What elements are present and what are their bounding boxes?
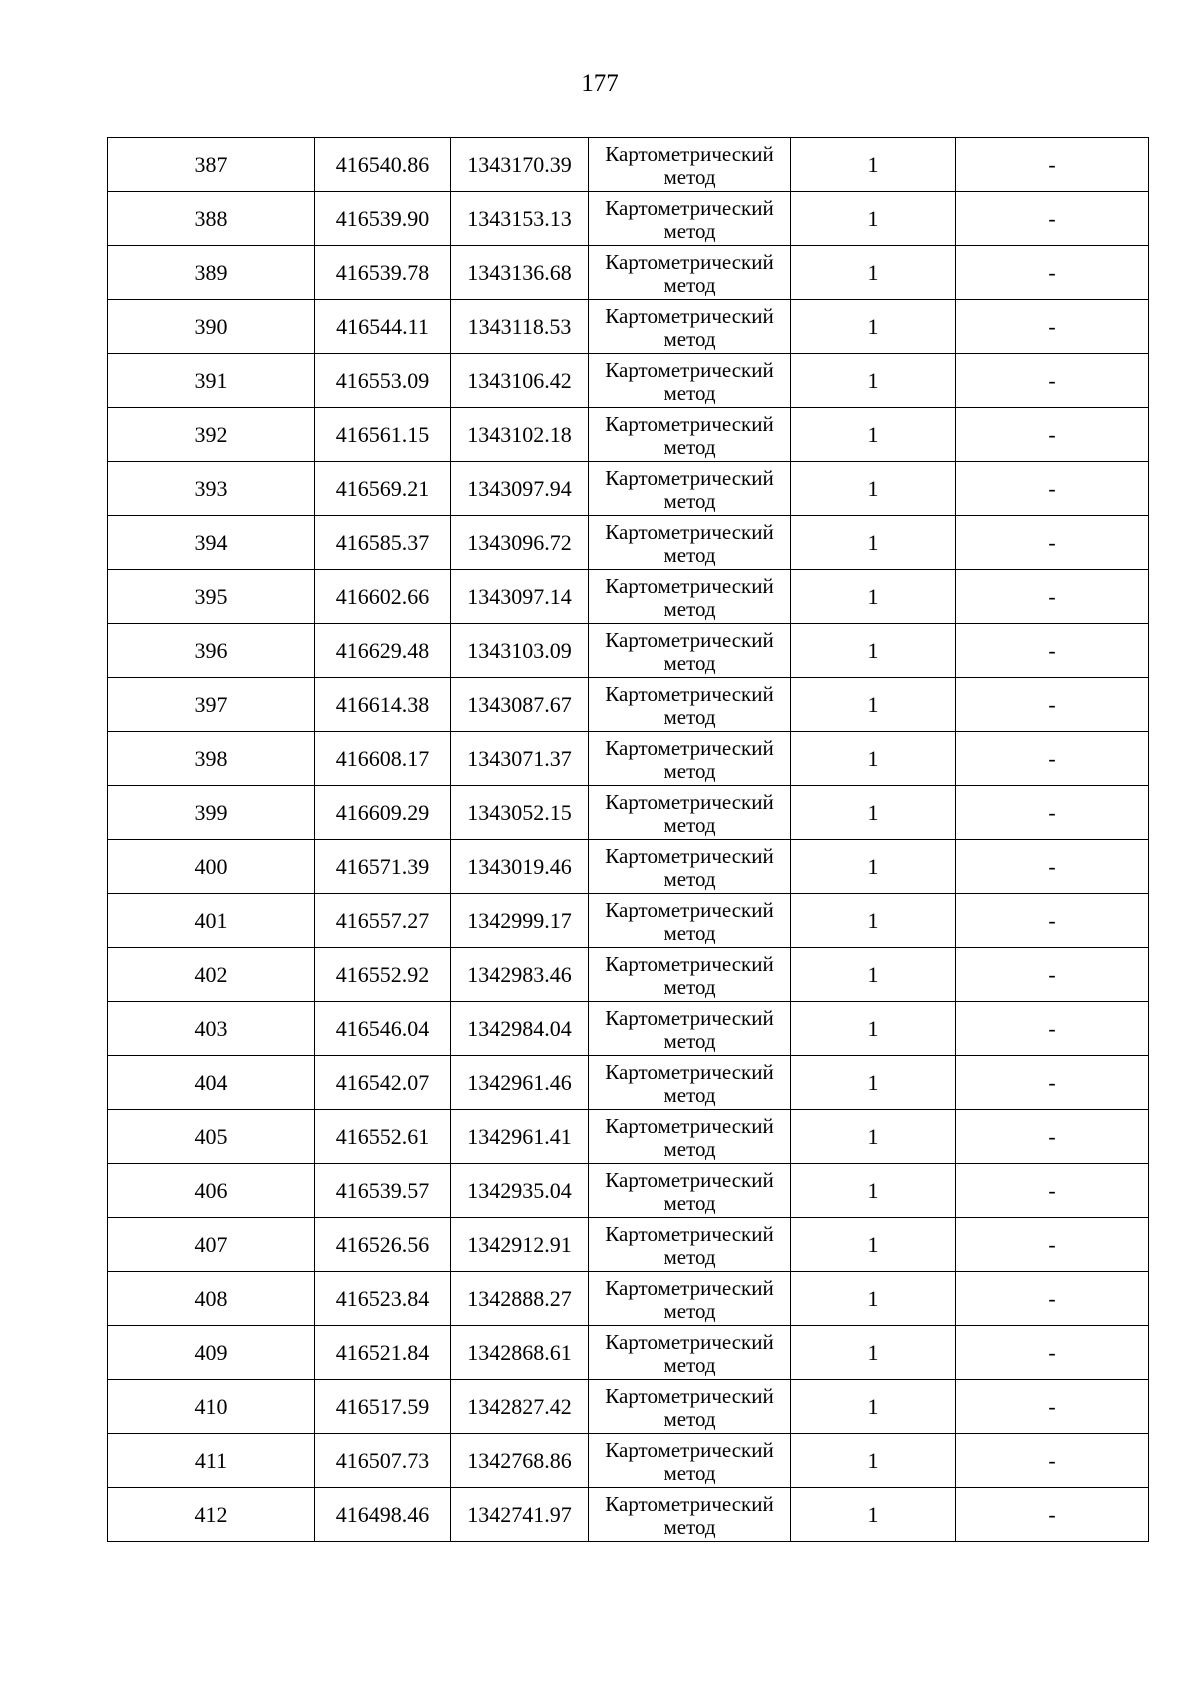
table-row <box>108 1218 1149 1272</box>
x-coordinate-cell: 416602.66 <box>315 570 451 624</box>
y-coordinate-cell: 1342961.41 <box>451 1110 589 1164</box>
method-text-line1: Картометрический <box>605 681 774 706</box>
accuracy-cell: 1 <box>791 840 956 894</box>
method-text-line2: метод <box>663 1514 716 1539</box>
accuracy-cell: 1 <box>791 948 956 1002</box>
note-cell: - <box>956 786 1149 840</box>
y-coordinate-cell: 1343019.46 <box>451 840 589 894</box>
table-row <box>108 1326 1149 1380</box>
point-number-cell: 388 <box>108 192 315 246</box>
table-row <box>108 624 1149 678</box>
point-number-cell: 401 <box>108 894 315 948</box>
point-number-cell: 387 <box>108 138 315 192</box>
note-cell: - <box>956 1434 1149 1488</box>
table-row <box>108 1056 1149 1110</box>
method-text-line2: метод <box>663 542 716 567</box>
method-text-line1: Картометрический <box>605 627 774 652</box>
point-number-cell: 393 <box>108 462 315 516</box>
note-cell: - <box>956 570 1149 624</box>
method-text-line1: Картометрический <box>605 1113 774 1138</box>
note-cell: - <box>956 1488 1149 1542</box>
method-cell <box>589 1380 791 1434</box>
note-cell: - <box>956 462 1149 516</box>
accuracy-cell: 1 <box>791 570 956 624</box>
x-coordinate-cell: 416629.48 <box>315 624 451 678</box>
table-row <box>108 246 1149 300</box>
x-coordinate-cell: 416498.46 <box>315 1488 451 1542</box>
table-row <box>108 192 1149 246</box>
x-coordinate-cell: 416539.57 <box>315 1164 451 1218</box>
accuracy-cell: 1 <box>791 1434 956 1488</box>
note-cell: - <box>956 1110 1149 1164</box>
table-row <box>108 354 1149 408</box>
x-coordinate-cell: 416571.39 <box>315 840 451 894</box>
y-coordinate-cell: 1342999.17 <box>451 894 589 948</box>
method-text-line1: Картометрический <box>605 195 774 220</box>
method-text-line1: Картометрический <box>605 465 774 490</box>
x-coordinate-cell: 416569.21 <box>315 462 451 516</box>
x-coordinate-cell: 416557.27 <box>315 894 451 948</box>
y-coordinate-cell: 1342741.97 <box>451 1488 589 1542</box>
note-cell: - <box>956 1218 1149 1272</box>
method-text-line2: метод <box>663 812 716 837</box>
note-cell: - <box>956 840 1149 894</box>
accuracy-cell: 1 <box>791 894 956 948</box>
method-text-line1: Картометрический <box>605 1221 774 1246</box>
method-text-line2: метод <box>663 488 716 513</box>
y-coordinate-cell: 1343097.14 <box>451 570 589 624</box>
accuracy-cell: 1 <box>791 1326 956 1380</box>
point-number-cell: 398 <box>108 732 315 786</box>
note-cell: - <box>956 1380 1149 1434</box>
table-row <box>108 948 1149 1002</box>
x-coordinate-cell: 416539.90 <box>315 192 451 246</box>
method-cell <box>589 570 791 624</box>
y-coordinate-cell: 1342912.91 <box>451 1218 589 1272</box>
method-text-line2: метод <box>663 434 716 459</box>
method-cell <box>589 1164 791 1218</box>
point-number-cell: 397 <box>108 678 315 732</box>
method-text-line2: метод <box>663 380 716 405</box>
point-number-cell: 400 <box>108 840 315 894</box>
y-coordinate-cell: 1343118.53 <box>451 300 589 354</box>
point-number-cell: 394 <box>108 516 315 570</box>
table-row <box>108 408 1149 462</box>
accuracy-cell: 1 <box>791 516 956 570</box>
x-coordinate-cell: 416546.04 <box>315 1002 451 1056</box>
method-cell <box>589 840 791 894</box>
x-coordinate-cell: 416561.15 <box>315 408 451 462</box>
point-number-cell: 391 <box>108 354 315 408</box>
point-number-cell: 404 <box>108 1056 315 1110</box>
accuracy-cell: 1 <box>791 408 956 462</box>
x-coordinate-cell: 416552.92 <box>315 948 451 1002</box>
coordinates-table <box>107 137 1149 1542</box>
y-coordinate-cell: 1343136.68 <box>451 246 589 300</box>
method-cell <box>589 1434 791 1488</box>
y-coordinate-cell: 1342935.04 <box>451 1164 589 1218</box>
method-cell <box>589 1002 791 1056</box>
x-coordinate-cell: 416609.29 <box>315 786 451 840</box>
point-number-cell: 406 <box>108 1164 315 1218</box>
x-coordinate-cell: 416553.09 <box>315 354 451 408</box>
accuracy-cell: 1 <box>791 462 956 516</box>
y-coordinate-cell: 1343087.67 <box>451 678 589 732</box>
note-cell: - <box>956 894 1149 948</box>
table-row <box>108 1488 1149 1542</box>
table-row <box>108 570 1149 624</box>
method-cell <box>589 948 791 1002</box>
y-coordinate-cell: 1342827.42 <box>451 1380 589 1434</box>
method-text-line2: метод <box>663 1298 716 1323</box>
table-row <box>108 840 1149 894</box>
method-text-line2: метод <box>663 866 716 891</box>
note-cell: - <box>956 138 1149 192</box>
accuracy-cell: 1 <box>791 624 956 678</box>
method-text-line2: метод <box>663 1190 716 1215</box>
method-text-line2: метод <box>663 920 716 945</box>
note-cell: - <box>956 408 1149 462</box>
accuracy-cell: 1 <box>791 192 956 246</box>
y-coordinate-cell: 1342888.27 <box>451 1272 589 1326</box>
accuracy-cell: 1 <box>791 1056 956 1110</box>
x-coordinate-cell: 416552.61 <box>315 1110 451 1164</box>
method-cell <box>589 1488 791 1542</box>
table-row <box>108 1272 1149 1326</box>
note-cell: - <box>956 192 1149 246</box>
y-coordinate-cell: 1343170.39 <box>451 138 589 192</box>
method-text-line2: метод <box>663 1244 716 1269</box>
page-number: 177 <box>581 70 619 97</box>
accuracy-cell: 1 <box>791 246 956 300</box>
method-text-line1: Картометрический <box>605 1383 774 1408</box>
method-text-line1: Картометрический <box>605 735 774 760</box>
point-number-cell: 399 <box>108 786 315 840</box>
table-row <box>108 732 1149 786</box>
y-coordinate-cell: 1343052.15 <box>451 786 589 840</box>
accuracy-cell: 1 <box>791 1002 956 1056</box>
y-coordinate-cell: 1343071.37 <box>451 732 589 786</box>
table-row <box>108 516 1149 570</box>
method-cell <box>589 786 791 840</box>
accuracy-cell: 1 <box>791 1488 956 1542</box>
note-cell: - <box>956 1272 1149 1326</box>
accuracy-cell: 1 <box>791 678 956 732</box>
method-cell <box>589 1272 791 1326</box>
method-cell <box>589 678 791 732</box>
method-text-line1: Картометрический <box>605 357 774 382</box>
method-text-line2: метод <box>663 1082 716 1107</box>
method-text-line1: Картометрический <box>605 1005 774 1030</box>
method-text-line2: метод <box>663 704 716 729</box>
method-text-line1: Картометрический <box>605 573 774 598</box>
x-coordinate-cell: 416526.56 <box>315 1218 451 1272</box>
method-text-line2: метод <box>663 1136 716 1161</box>
note-cell: - <box>956 948 1149 1002</box>
table-body <box>108 138 1149 1542</box>
method-text-line1: Картометрический <box>605 897 774 922</box>
note-cell: - <box>956 678 1149 732</box>
y-coordinate-cell: 1342868.61 <box>451 1326 589 1380</box>
method-cell <box>589 300 791 354</box>
method-cell <box>589 192 791 246</box>
x-coordinate-cell: 416540.86 <box>315 138 451 192</box>
method-text-line1: Картометрический <box>605 789 774 814</box>
method-text-line2: метод <box>663 1406 716 1431</box>
method-text-line2: метод <box>663 272 716 297</box>
note-cell: - <box>956 1056 1149 1110</box>
method-text-line2: метод <box>663 974 716 999</box>
method-cell <box>589 1056 791 1110</box>
table-row <box>108 138 1149 192</box>
accuracy-cell: 1 <box>791 732 956 786</box>
method-text-line2: метод <box>663 758 716 783</box>
accuracy-cell: 1 <box>791 354 956 408</box>
table-row <box>108 300 1149 354</box>
method-text-line2: метод <box>663 1352 716 1377</box>
point-number-cell: 412 <box>108 1488 315 1542</box>
x-coordinate-cell: 416585.37 <box>315 516 451 570</box>
method-text-line1: Картометрический <box>605 1275 774 1300</box>
method-cell <box>589 894 791 948</box>
method-text-line1: Картометрический <box>605 303 774 328</box>
method-cell <box>589 624 791 678</box>
method-text-line1: Картометрический <box>605 249 774 274</box>
point-number-cell: 390 <box>108 300 315 354</box>
method-cell <box>589 1110 791 1164</box>
accuracy-cell: 1 <box>791 1218 956 1272</box>
y-coordinate-cell: 1342961.46 <box>451 1056 589 1110</box>
point-number-cell: 405 <box>108 1110 315 1164</box>
y-coordinate-cell: 1342984.04 <box>451 1002 589 1056</box>
accuracy-cell: 1 <box>791 1110 956 1164</box>
method-text-line2: метод <box>663 1028 716 1053</box>
x-coordinate-cell: 416544.11 <box>315 300 451 354</box>
note-cell: - <box>956 732 1149 786</box>
point-number-cell: 410 <box>108 1380 315 1434</box>
point-number-cell: 402 <box>108 948 315 1002</box>
x-coordinate-cell: 416539.78 <box>315 246 451 300</box>
method-text-line2: метод <box>663 650 716 675</box>
method-cell <box>589 1326 791 1380</box>
method-text-line2: метод <box>663 1460 716 1485</box>
table-row <box>108 1164 1149 1218</box>
method-text-line2: метод <box>663 218 716 243</box>
point-number-cell: 392 <box>108 408 315 462</box>
y-coordinate-cell: 1343097.94 <box>451 462 589 516</box>
table-row <box>108 786 1149 840</box>
method-cell <box>589 732 791 786</box>
note-cell: - <box>956 1164 1149 1218</box>
method-text-line1: Картометрический <box>605 1329 774 1354</box>
method-cell <box>589 354 791 408</box>
y-coordinate-cell: 1343102.18 <box>451 408 589 462</box>
x-coordinate-cell: 416608.17 <box>315 732 451 786</box>
accuracy-cell: 1 <box>791 138 956 192</box>
accuracy-cell: 1 <box>791 1380 956 1434</box>
method-cell <box>589 408 791 462</box>
table-row <box>108 1434 1149 1488</box>
table-row <box>108 1380 1149 1434</box>
point-number-cell: 408 <box>108 1272 315 1326</box>
y-coordinate-cell: 1343103.09 <box>451 624 589 678</box>
method-text-line2: метод <box>663 164 716 189</box>
note-cell: - <box>956 1326 1149 1380</box>
method-cell <box>589 462 791 516</box>
y-coordinate-cell: 1342983.46 <box>451 948 589 1002</box>
x-coordinate-cell: 416523.84 <box>315 1272 451 1326</box>
table-row <box>108 1110 1149 1164</box>
x-coordinate-cell: 416521.84 <box>315 1326 451 1380</box>
point-number-cell: 403 <box>108 1002 315 1056</box>
x-coordinate-cell: 416517.59 <box>315 1380 451 1434</box>
table-row <box>108 1002 1149 1056</box>
method-cell <box>589 138 791 192</box>
point-number-cell: 409 <box>108 1326 315 1380</box>
accuracy-cell: 1 <box>791 1272 956 1326</box>
point-number-cell: 389 <box>108 246 315 300</box>
note-cell: - <box>956 300 1149 354</box>
method-text-line1: Картометрический <box>605 951 774 976</box>
note-cell: - <box>956 354 1149 408</box>
method-text-line1: Картометрический <box>605 519 774 544</box>
table-row <box>108 678 1149 732</box>
accuracy-cell: 1 <box>791 1164 956 1218</box>
table-row <box>108 462 1149 516</box>
method-text-line2: метод <box>663 326 716 351</box>
method-text-line1: Картометрический <box>605 1437 774 1462</box>
method-text-line2: метод <box>663 596 716 621</box>
y-coordinate-cell: 1342768.86 <box>451 1434 589 1488</box>
y-coordinate-cell: 1343106.42 <box>451 354 589 408</box>
table-row <box>108 894 1149 948</box>
accuracy-cell: 1 <box>791 300 956 354</box>
x-coordinate-cell: 416542.07 <box>315 1056 451 1110</box>
method-text-line1: Картометрический <box>605 1491 774 1516</box>
accuracy-cell: 1 <box>791 786 956 840</box>
point-number-cell: 396 <box>108 624 315 678</box>
method-cell <box>589 1218 791 1272</box>
x-coordinate-cell: 416507.73 <box>315 1434 451 1488</box>
note-cell: - <box>956 624 1149 678</box>
point-number-cell: 411 <box>108 1434 315 1488</box>
method-text-line1: Картометрический <box>605 141 774 166</box>
y-coordinate-cell: 1343096.72 <box>451 516 589 570</box>
method-text-line1: Картометрический <box>605 843 774 868</box>
x-coordinate-cell: 416614.38 <box>315 678 451 732</box>
method-text-line1: Картометрический <box>605 1167 774 1192</box>
note-cell: - <box>956 1002 1149 1056</box>
method-cell <box>589 516 791 570</box>
note-cell: - <box>956 516 1149 570</box>
point-number-cell: 407 <box>108 1218 315 1272</box>
method-text-line1: Картометрический <box>605 1059 774 1084</box>
y-coordinate-cell: 1343153.13 <box>451 192 589 246</box>
point-number-cell: 395 <box>108 570 315 624</box>
note-cell: - <box>956 246 1149 300</box>
method-cell <box>589 246 791 300</box>
method-text-line1: Картометрический <box>605 411 774 436</box>
